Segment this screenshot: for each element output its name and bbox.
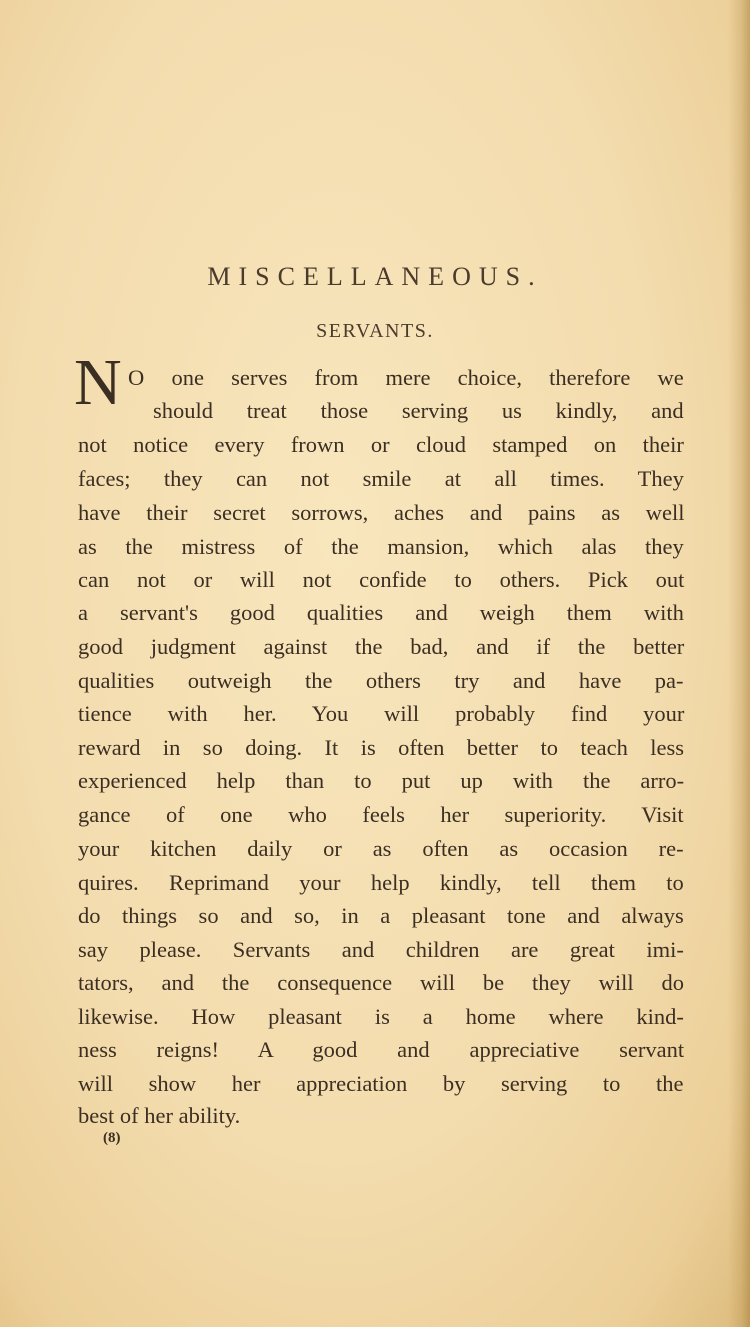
text-line: as the mistress of the mansion, which alas they [78, 534, 684, 559]
drop-cap: N [74, 346, 122, 419]
text-line: gance of one who feels her superiority. Visit [78, 802, 684, 827]
text-line: do things so and so, in a pleasant tone and always [78, 903, 684, 928]
text-line: tators, and the consequence will be they will do [78, 970, 685, 995]
text-line: qualities outweigh the others try and have pa- [78, 668, 684, 693]
text-line: reward in so doing. It is often better to teach less [78, 735, 685, 760]
text-line: faces; they can not smile at all times. They [78, 466, 684, 491]
text-line: your kitchen daily or as often as occasion re- [78, 836, 684, 861]
text-line: say please. Servants and children are great imi- [78, 937, 684, 962]
section-heading: MISCELLANEOUS. [207, 262, 543, 291]
text-line: can not or will not confide to others. Pick out [78, 567, 685, 592]
text-line: quires. Reprimand your help kindly, tell them to [78, 870, 684, 895]
article-subheading: SERVANTS. [316, 320, 434, 342]
text-line: will show her appreciation by serving to the [78, 1071, 684, 1096]
text-line: should treat those serving us kindly, and [153, 398, 684, 423]
text-line: a servant's good qualities and weigh them with [78, 600, 684, 625]
text-line: have their secret sorrows, aches and pains as well [78, 500, 685, 525]
text-line: good judgment against the bad, and if the better [78, 634, 685, 659]
text-line: O one serves from mere choice, therefore we [128, 365, 684, 390]
text-line-last: best of her ability. [78, 1103, 241, 1128]
text-line: experienced help than to put up with the arro- [78, 768, 685, 793]
text-line: not notice every frown or cloud stamped on their [78, 432, 684, 457]
text-line: likewise. How pleasant is a home where kind- [78, 1004, 684, 1029]
text-line: tience with her. You will probably find your [78, 701, 685, 726]
text-line: ness reigns! A good and appreciative servant [78, 1037, 685, 1062]
page-edge [728, 0, 750, 1327]
page-number: (8) [103, 1130, 121, 1146]
